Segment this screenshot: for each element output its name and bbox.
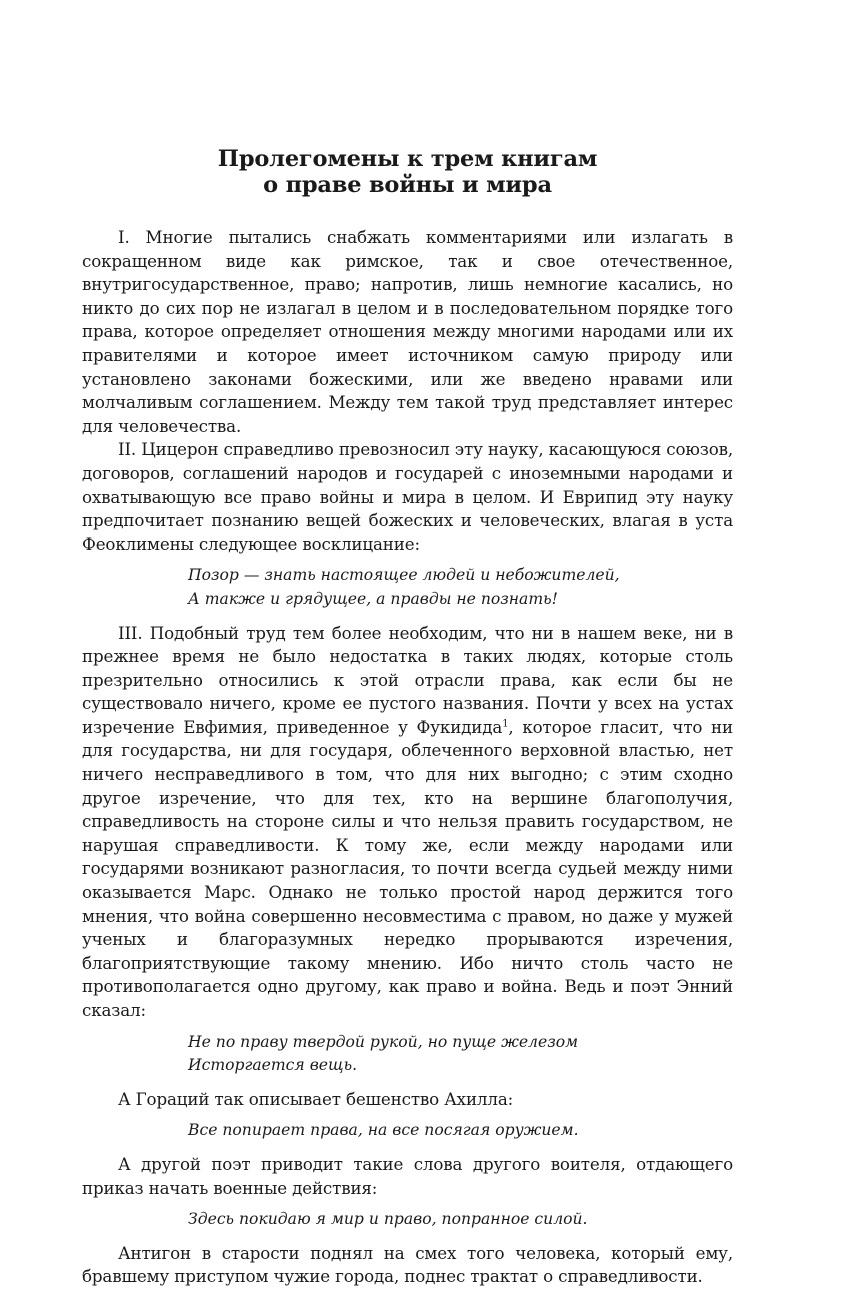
paragraph-2: II. Цицерон справедливо превозносил эту науку, касающуюся союзов, договоров, соглашений народов и государей с иноземными народами и охватывающую все право войны и мира в целом. И Еврипид эту науку предпочитает познанию вещей божеских и человеческих, влагая в уста Феоклимены следующее восклицание: [82,439,733,554]
verse-warrior [188,1208,733,1232]
verse-ennius [188,1031,733,1078]
footnote-ref-1: 1 [502,718,509,730]
paragraph-3 [82,622,733,1023]
paragraph-5: А другой поэт приводит такие слова другого воителя, отдающего приказ начать военные действия: [82,1153,733,1198]
verse-line: Здесь покидаю я мир и право, попранное силой. [188,1210,588,1229]
paragraph-3-part-a: III. Подобный труд тем более необходим, что ни в нашем веке, ни в прежнее время не было недостатка в таких людях, которые столь презрительно относились к этой отрасли права, как если бы не существовало ничего, кроме ее пустого названия. Почти у всех на устах изречение Евфимия, приведенное у Фукидида [82,622,733,737]
verse-line: Исторгается вещь. [188,1056,358,1075]
paragraph-1: I. Многие пытались снабжать комментариями или излагать в сокращенном виде как римское, так и свое отечественное, внутригосударственное, право; напротив, лишь немногие касались, но никто до сих пор не излагал в целом и в последовательном порядке того права, которое определяет отношения между многими народами или их правителями и которое имеет источником самую природу или установлено законами божескими, или же введено нравами или молчаливым соглашением. Между тем такой труд представляет интерес для человечества. [82,227,733,436]
verse-line: А также и грядущее, а правды не познать! [188,589,558,608]
verse-horace [188,1119,733,1143]
verse-line: Все попирает права, на все посягая оружием. [188,1121,579,1140]
verse-line: Не по праву твердой рукой, но пуще железом [188,1032,579,1051]
paragraph-4: А Гораций так описывает бешенство Ахилла: [118,1088,514,1109]
title-line-1: Пролегомены к трем книгам [217,146,598,172]
title-line-2: о праве войны и мира [263,172,552,198]
verse-euripides [188,564,733,611]
paragraph-6: Антигон в старости поднял на смех того человека, который ему, бравшему приступом чужие города, поднес трактат о справедливости. [82,1242,733,1287]
page-body [82,146,733,1289]
verse-line: Позор — знать настоящее людей и небожителей, [188,566,620,585]
paragraph-3-part-b: , которое гласит, что ни для государства, ни для государя, облеченного верховной властью, нет ничего несправедливого в том, что для них выгодно; с этим сходно другое изречение, что для тех, кто на вершине благополучия, справедливость на стороне силы и что нельзя править государством, не нарушая справедливости. К тому же, если между народами или государями возникают разногласия, то почти всегда судьей между ними оказывается Марс. Однако не только простой народ держится того мнения, что война совершенно несовместима с правом, но даже у мужей ученых и благоразумных нередко прорываются изречения, благоприятствующие такому мнению. Ибо ничто столь часто не противополагается одно другому, как право и война. Ведь и поэт Энний сказал: [82,716,734,1020]
page-title [82,146,733,198]
